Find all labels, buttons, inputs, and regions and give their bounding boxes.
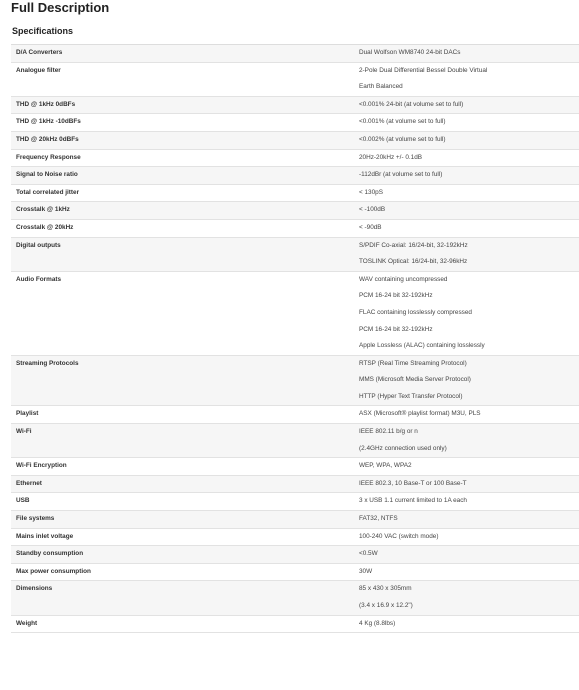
full-description-title: Full Description <box>11 0 110 15</box>
spec-value-line: <0.001% (at volume set to full) <box>359 118 446 126</box>
spec-row <box>11 563 579 581</box>
spec-value-line: 20Hz-20kHz +/- 0.1dB <box>359 153 423 161</box>
spec-row <box>11 45 579 63</box>
specifications-table-body <box>11 45 579 633</box>
spec-value-line: PCM 16-24 bit 32-192kHz <box>359 325 433 333</box>
spec-value <box>353 406 579 424</box>
spec-name: Weight <box>11 615 353 633</box>
spec-row <box>11 184 579 202</box>
spec-name: USB <box>11 493 353 511</box>
spec-value <box>353 355 579 406</box>
spec-name: Analogue filter <box>11 62 353 96</box>
spec-name: Crosstalk @ 20kHz <box>11 219 353 237</box>
spec-row <box>11 131 579 149</box>
spec-row <box>11 528 579 546</box>
spec-value-line: PCM 16-24 bit 32-192kHz <box>359 292 433 300</box>
spec-value <box>353 458 579 476</box>
spec-row <box>11 406 579 424</box>
specifications-heading: Specifications <box>12 26 74 36</box>
spec-value-line: Dual Wolfson WM8740 24-bit DACs <box>359 49 461 56</box>
spec-name: Ethernet <box>11 475 353 493</box>
spec-value-line: FAT32, NTFS <box>359 515 398 523</box>
spec-value <box>353 493 579 511</box>
spec-value <box>353 271 579 355</box>
spec-value-line: 4 Kg (8.8lbs) <box>359 619 396 627</box>
spec-name: Mains inlet voltage <box>11 528 353 546</box>
spec-row <box>11 149 579 167</box>
spec-value-line: < 130pS <box>359 188 383 196</box>
spec-value-line: < -100dB <box>359 206 386 214</box>
spec-value <box>353 475 579 493</box>
spec-value <box>353 563 579 581</box>
spec-value <box>353 581 579 615</box>
spec-row <box>11 458 579 476</box>
spec-name: THD @ 1kHz -10dBFs <box>11 114 353 132</box>
spec-name: Digital outputs <box>11 237 353 271</box>
spec-name: Signal to Noise ratio <box>11 167 353 185</box>
spec-value <box>353 149 579 167</box>
spec-name: Max power consumption <box>11 563 353 581</box>
spec-value-line: 3 x USB 1.1 current limited to 1A each <box>359 497 467 505</box>
spec-row <box>11 62 579 96</box>
spec-row <box>11 237 579 271</box>
spec-row <box>11 546 579 564</box>
spec-value-line: ASX (Microsoft® playlist format) M3U, PLS <box>359 410 481 418</box>
spec-name: Standby consumption <box>11 546 353 564</box>
spec-row <box>11 475 579 493</box>
spec-name: Dimensions <box>11 581 353 615</box>
spec-value <box>353 546 579 564</box>
spec-value <box>353 131 579 149</box>
spec-value-line: (2.4GHz connection used only) <box>359 444 447 452</box>
spec-name: Audio Formats <box>11 271 353 355</box>
spec-value-line: TOSLINK Optical: 16/24-bit, 32-96kHz <box>359 258 468 266</box>
spec-name: THD @ 1kHz 0dBFs <box>11 96 353 114</box>
spec-name: Wi-Fi Encryption <box>11 458 353 476</box>
spec-value-line: IEEE 802.11 b/g or n <box>359 428 418 436</box>
spec-value-line: < -90dB <box>359 223 382 231</box>
spec-value-line: HTTP (Hyper Text Transfer Protocol) <box>359 392 463 400</box>
spec-row <box>11 202 579 220</box>
spec-name: D/A Converters <box>11 45 353 63</box>
spec-name: THD @ 20kHz 0dBFs <box>11 131 353 149</box>
spec-row <box>11 271 579 355</box>
spec-value-line: <0.002% (at volume set to full) <box>359 135 446 143</box>
spec-value <box>353 62 579 96</box>
spec-value-line: WEP, WPA, WPA2 <box>359 462 412 470</box>
spec-value-line: WAV containing uncompressed <box>359 275 448 283</box>
spec-value-line: 2-Pole Dual Differential Bessel Double Virtual <box>359 66 488 74</box>
spec-row <box>11 581 579 615</box>
spec-value <box>353 237 579 271</box>
spec-value-line: 100-240 VAC (switch mode) <box>359 532 439 540</box>
spec-value-line: IEEE 802.3, 10 Base-T or 100 Base-T <box>359 479 467 487</box>
spec-row <box>11 615 579 633</box>
spec-row <box>11 511 579 529</box>
spec-row <box>11 167 579 185</box>
spec-value <box>353 167 579 185</box>
spec-name: Total correlated jitter <box>11 184 353 202</box>
spec-value <box>353 424 579 458</box>
spec-value <box>353 184 579 202</box>
spec-value-line: 30W <box>359 567 373 575</box>
spec-value <box>353 96 579 114</box>
spec-row <box>11 355 579 406</box>
spec-row <box>11 424 579 458</box>
spec-name: Wi-Fi <box>11 424 353 458</box>
spec-name: Streaming Protocols <box>11 355 353 406</box>
spec-value <box>353 528 579 546</box>
spec-row <box>11 96 579 114</box>
spec-value <box>353 219 579 237</box>
spec-value <box>353 615 579 633</box>
spec-value-line: Earth Balanced <box>359 83 403 91</box>
spec-name: Crosstalk @ 1kHz <box>11 202 353 220</box>
spec-value-line: <0.001% 24-bit (at volume set to full) <box>359 100 464 108</box>
spec-value-line: FLAC containing losslessly compressed <box>359 308 472 316</box>
spec-value-line: -112dBr (at volume set to full) <box>359 171 443 179</box>
spec-value-line: <0.5W <box>359 550 378 558</box>
spec-value-line: S/PDIF Co-axial: 16/24-bit, 32-192kHz <box>359 241 468 249</box>
spec-value <box>353 511 579 529</box>
spec-value-line: RTSP (Real Time Streaming Protocol) <box>359 359 467 367</box>
spec-row <box>11 114 579 132</box>
spec-name: Playlist <box>11 406 353 424</box>
spec-value-line: (3.4 x 16.9 x 12.2") <box>359 602 413 609</box>
spec-value-line: Apple Lossless (ALAC) containing losslessly <box>359 342 485 350</box>
spec-row <box>11 493 579 511</box>
spec-name: Frequency Response <box>11 149 353 167</box>
spec-name: File systems <box>11 511 353 529</box>
spec-row <box>11 219 579 237</box>
spec-value <box>353 202 579 220</box>
spec-value-line: MMS (Microsoft Media Server Protocol) <box>359 376 471 384</box>
specifications-table <box>11 44 579 633</box>
spec-value-line: 85 x 430 x 305mm <box>359 585 412 593</box>
spec-value <box>353 45 579 63</box>
spec-value <box>353 114 579 132</box>
